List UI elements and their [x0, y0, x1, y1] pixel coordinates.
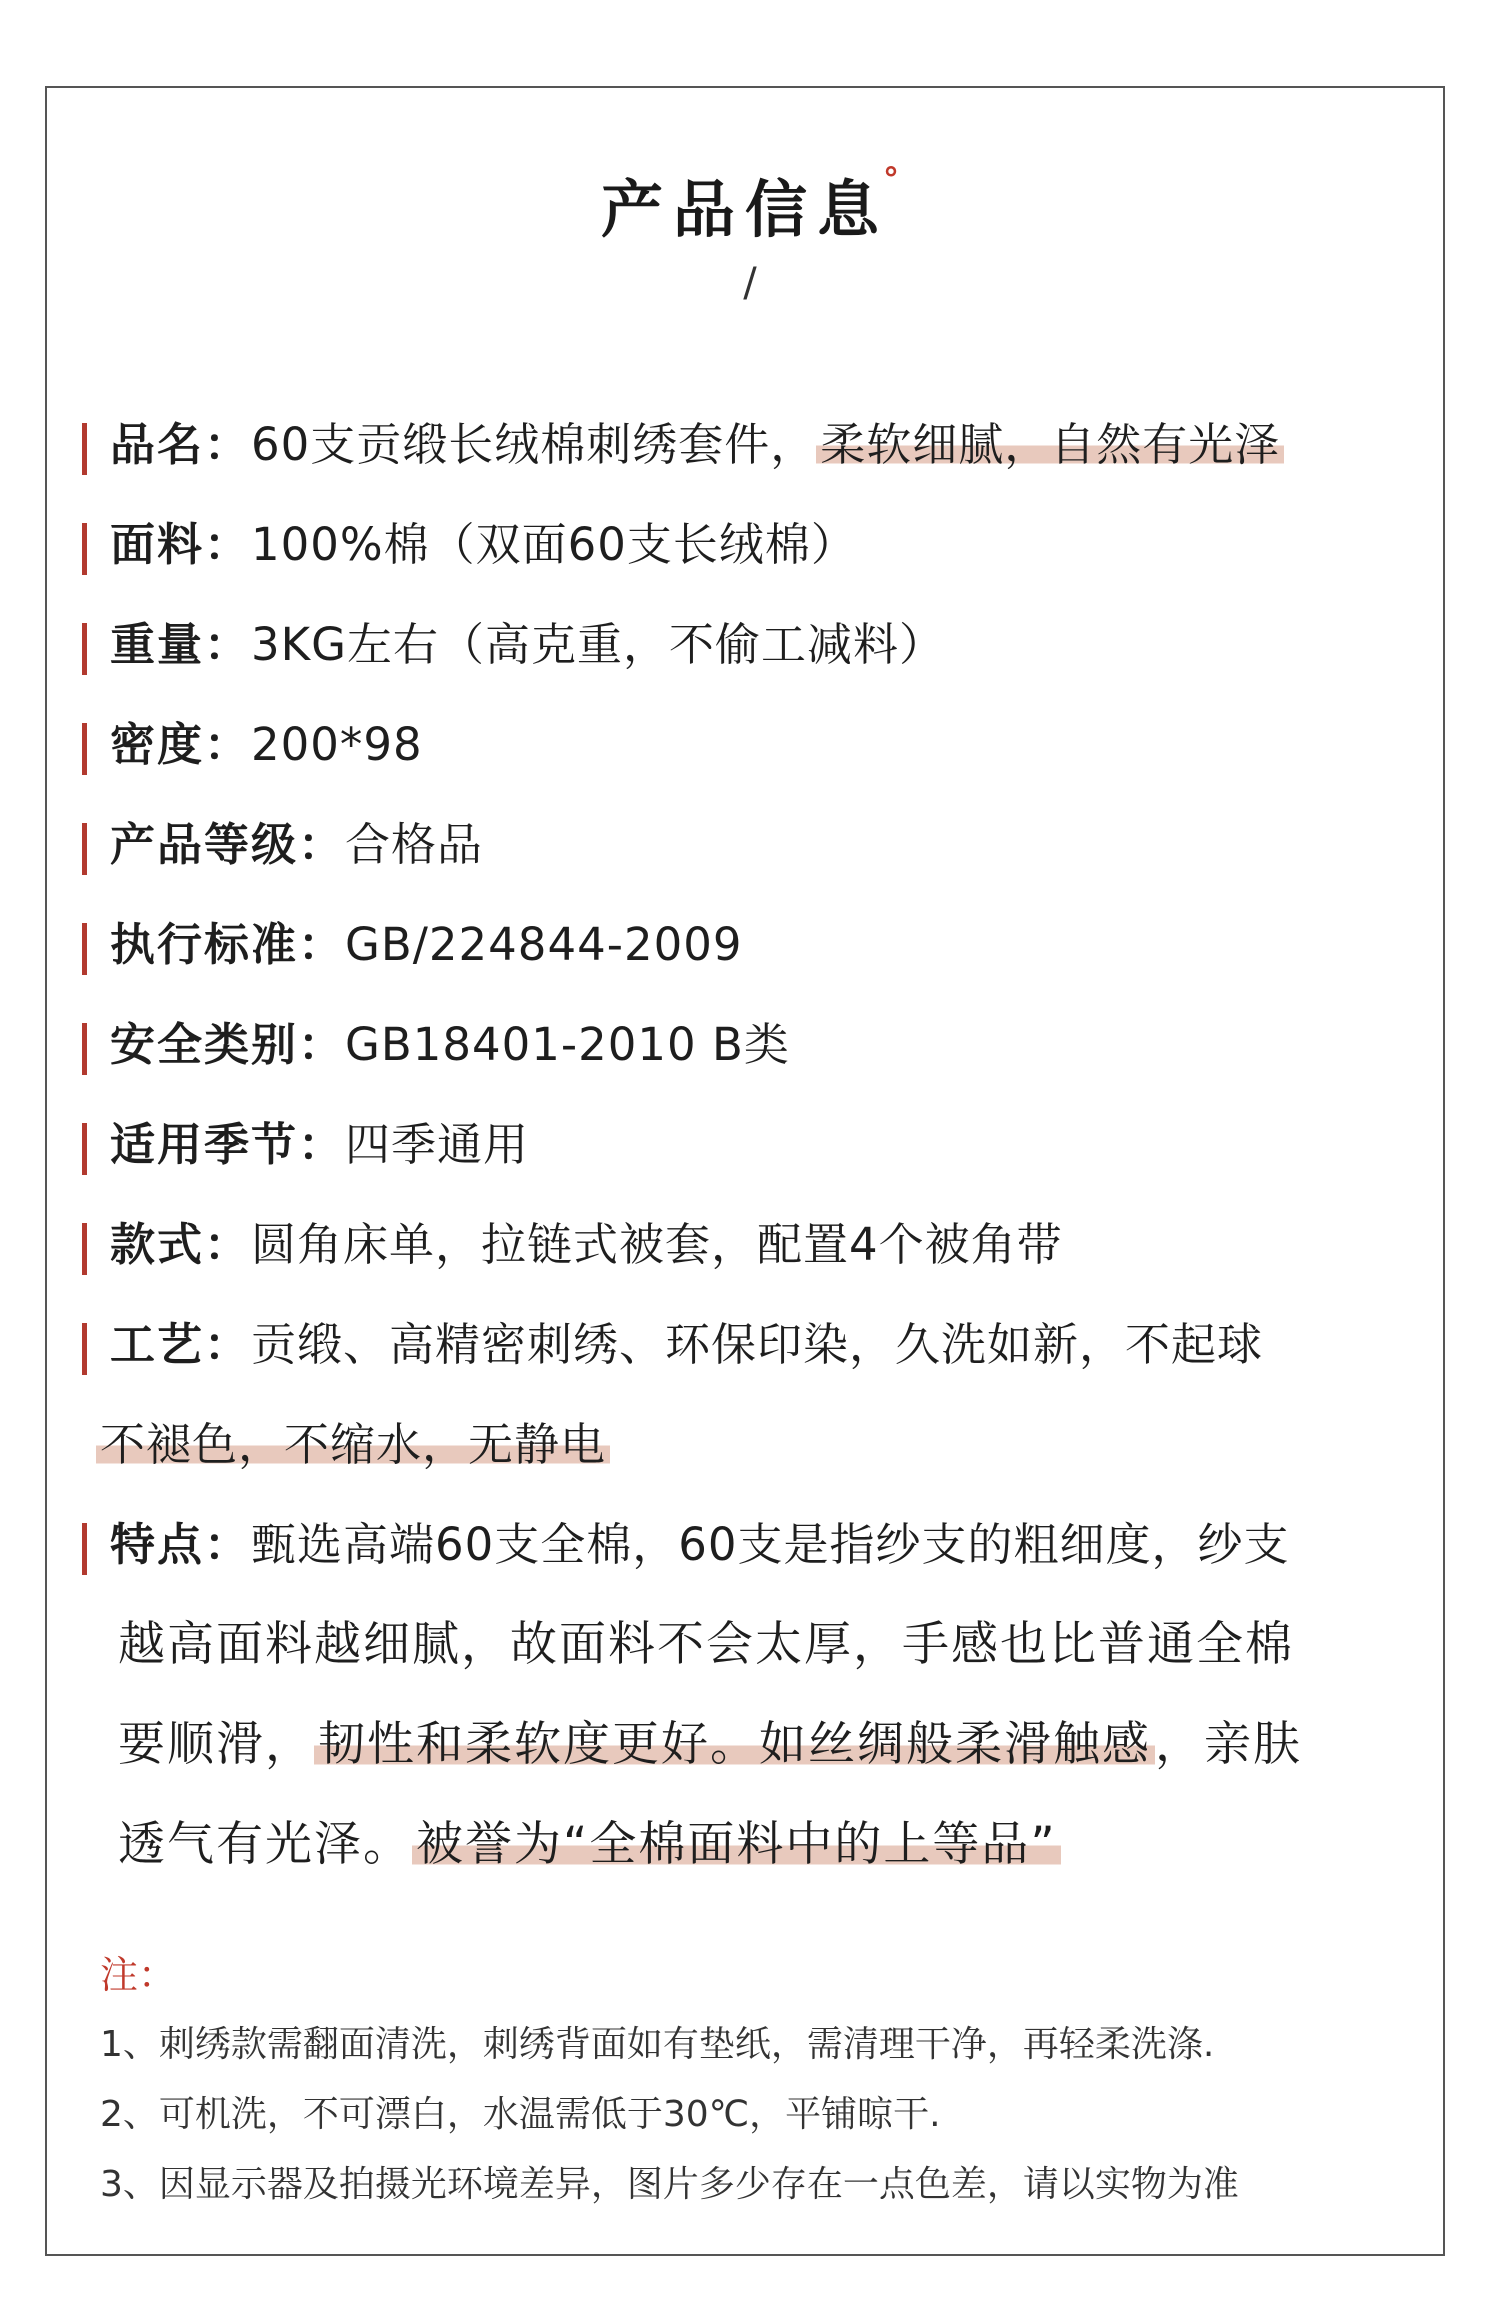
spec-label: 特点： [110, 1518, 252, 1571]
spec-label: 面料： [110, 518, 252, 571]
spec-value: 圆角床单，拉链式被套，配置4个被角带 [251, 1218, 1063, 1271]
accent-bar [82, 923, 87, 975]
accent-bar [82, 723, 87, 775]
spec-value: 60支贡缎长绒棉刺绣套件， [251, 418, 817, 471]
title-separator: / [743, 260, 757, 306]
page-title [0, 160, 1500, 249]
features-line [118, 1795, 1440, 1895]
spec-value: 100%棉（双面60支长绒棉） [251, 518, 857, 571]
features-highlight: 韧性和柔软度更好。如丝绸般柔滑触感 [314, 1717, 1155, 1772]
spec-value-highlight: 不褪色，不缩水，无静电 [96, 1418, 610, 1471]
spec-label: 适用季节： [110, 1118, 346, 1171]
spec-label: 执行标准： [110, 918, 346, 971]
spec-label: 密度： [110, 718, 252, 771]
notes-title: 注： [100, 1953, 177, 1997]
accent-bar [82, 1323, 87, 1375]
spec-label: 产品等级： [110, 818, 346, 871]
accent-bar [82, 1223, 87, 1275]
features-line [118, 1695, 1440, 1795]
spec-label: 安全类别： [110, 1018, 346, 1071]
spec-label: 工艺： [110, 1318, 252, 1371]
spec-value: 200*98 [251, 718, 423, 771]
accent-bar [82, 1123, 87, 1175]
features-line: 越高面料越细腻，故面料不会太厚，手感也比普通全棉 [118, 1617, 1294, 1672]
spec-value: 3KG左右（高克重，不偷工减料） [251, 618, 946, 671]
spec-label: 款式： [110, 1218, 252, 1271]
accent-bar [82, 1023, 87, 1075]
features-highlight: 被誉为“全棉面料中的上等品” [412, 1817, 1061, 1872]
spec-value: GB/224844-2009 [345, 918, 743, 971]
note-item: 3、因显示器及拍摄光环境差异，图片多少存在一点色差，请以实物为准 [100, 2164, 1239, 2205]
spec-label: 重量： [110, 618, 252, 671]
note-item: 2、可机洗，不可漂白，水温需低于30℃，平铺晾干. [100, 2094, 941, 2135]
features-text: ，亲肤 [1155, 1717, 1302, 1772]
spec-value: 贡缎、高精密刺绣、环保印染，久洗如新，不起球 [251, 1318, 1264, 1371]
accent-bar [82, 1523, 87, 1575]
accent-bar [82, 423, 87, 475]
spec-value: GB18401-2010 B类 [345, 1018, 790, 1071]
spec-label: 品名： [110, 418, 252, 471]
spec-value-highlight: 柔软细腻，自然有光泽 [816, 418, 1284, 471]
note-item: 1、刺绣款需翻面清洗，刺绣背面如有垫纸，需清理干净，再轻柔洗涤. [100, 2024, 1215, 2065]
spec-value: 四季通用 [345, 1118, 530, 1171]
title-degree-mark: ° [883, 160, 899, 198]
features-line: 甄选高端60支全棉，60支是指纱支的粗细度，纱支 [251, 1518, 1290, 1571]
accent-bar [82, 623, 87, 675]
features-text: 要顺滑， [118, 1717, 314, 1772]
accent-bar [82, 523, 87, 575]
spec-value: 合格品 [345, 818, 484, 871]
features-text: 透气有光泽。 [118, 1817, 412, 1872]
page-title-text: 产品信息 [600, 173, 889, 246]
accent-bar [82, 823, 87, 875]
